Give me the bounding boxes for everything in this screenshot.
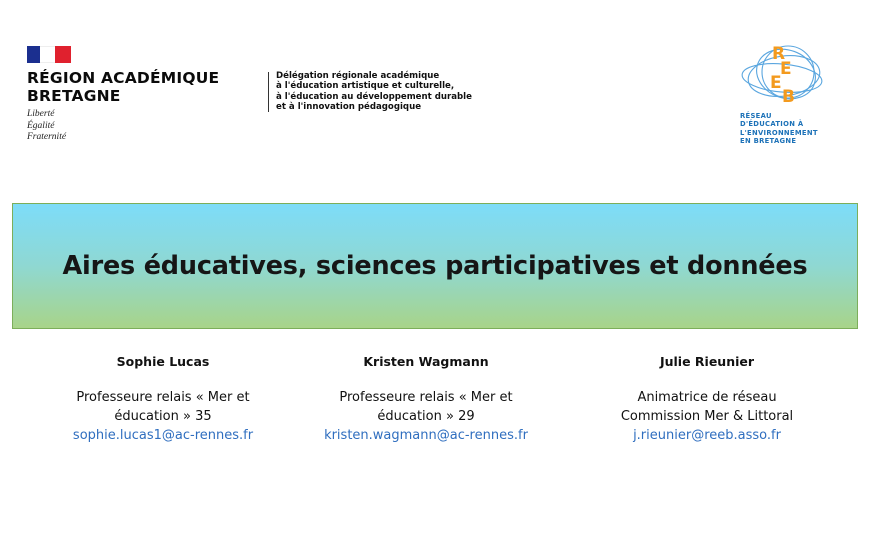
contact-role-line-2: éducation » 35 [114,409,212,424]
motto-fraternite: Fraternité [27,132,67,142]
reeb-caption-line-4: EN BRETAGNE [740,137,797,146]
svg-text:E: E [770,73,782,93]
contact-email-link[interactable]: sophie.lucas1@ac-rennes.fr [72,428,254,443]
page-title: Aires éducatives, sciences participatives et données [62,251,808,281]
title-banner [12,203,858,329]
delegation-line-4: et à l'innovation pédagogique [276,102,422,113]
reeb-caption-line-2: D'ÉDUCATION À [740,120,804,129]
motto-liberte: Liberté [27,109,55,119]
reeb-caption-line-3: L'ENVIRONNEMENT [740,128,818,137]
contact-role-line-1: Professeure relais « Mer et [339,390,513,405]
delegation-line-3: à l'éducation au développement durable [276,91,472,102]
svg-text:E: E [780,59,792,79]
contact-role-line-1: Animatrice de réseau [637,390,777,405]
contact-email-link[interactable]: kristen.wagmann@ac-rennes.fr [324,428,528,443]
svg-text:B: B [782,87,795,106]
contact-role-line-2: Commission Mer & Littoral [620,409,794,424]
delegation-line-2: à l'éducation artistique et culturelle, [276,81,455,92]
header-divider [268,72,269,112]
svg-text:R: R [772,44,786,64]
contact-card-kristen-wagmann [296,352,556,445]
contact-name: Sophie Lucas [116,354,210,369]
reeb-logo [740,42,850,146]
reeb-caption-line-1: RÉSEAU [740,112,772,120]
contact-role [33,388,293,426]
contact-email-link[interactable]: j.rieunier@reeb.asso.fr [633,428,781,443]
motto-egalite: Égalité [27,120,55,131]
delegation-text [276,71,476,113]
contact-card-julie-rieunier [577,352,837,445]
contact-role-line-2: éducation » 29 [377,409,475,424]
delegation-line-1: Délégation régionale académique [276,71,440,81]
contact-role [577,388,837,426]
contact-name: Julie Rieunier [659,354,755,369]
contact-name: Kristen Wagmann [363,354,489,369]
contact-card-sophie-lucas [33,352,293,445]
contact-role [296,388,556,426]
region-name-line1: RÉGION ACADÉMIQUE [27,69,220,87]
french-flag-icon [27,46,71,63]
republic-motto [27,109,257,144]
region-name-line2: BRETAGNE [27,87,121,105]
contact-role-line-1: Professeure relais « Mer et [76,390,250,405]
reeb-caption [740,112,850,146]
region-academique-logo [27,46,257,144]
reeb-emblem-icon [740,42,832,106]
